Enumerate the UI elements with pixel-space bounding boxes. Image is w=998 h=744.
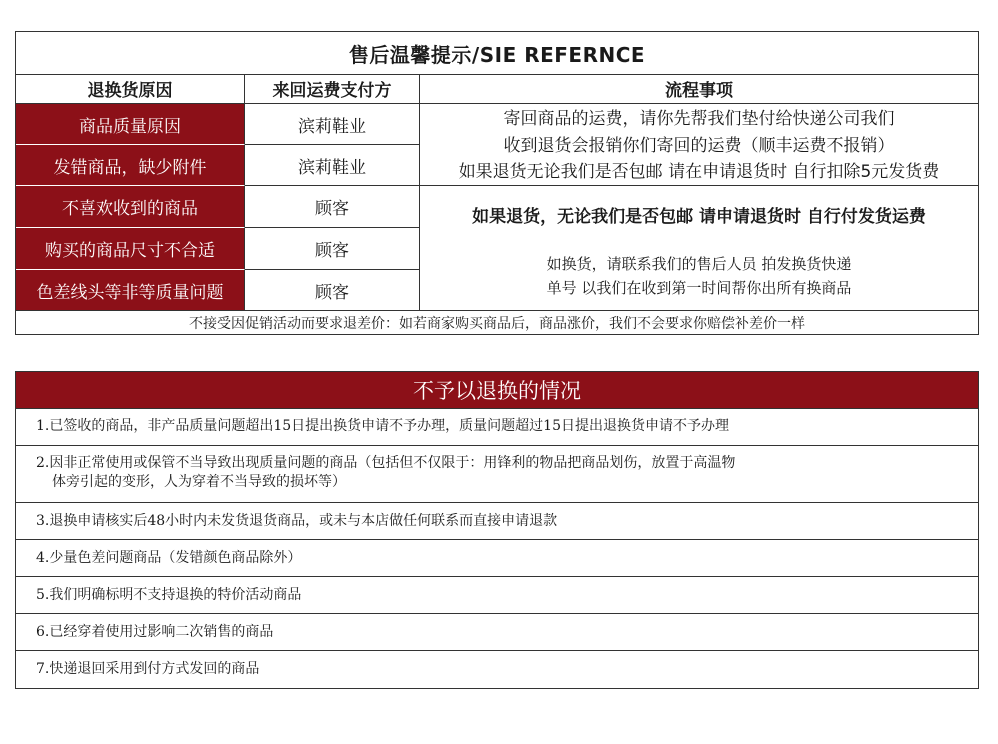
process-line: 寄回商品的运费，请你先帮我们垫付给快递公司我们: [503, 109, 895, 129]
reason-cell-quality: 商品质量原因: [16, 104, 245, 145]
non-returnable-section: [15, 371, 979, 689]
rule-item: [16, 650, 978, 688]
rule-text-continued: 体旁引起的变形，人为穿着不当导致的损坏等）: [52, 474, 346, 490]
rule-item: [16, 539, 978, 576]
payer-cell-color-diff: 顾客: [245, 270, 420, 310]
rule-text: 4.少量色差问题商品（发错颜色商品除外）: [36, 550, 302, 566]
process-line: 如换货，请联系我们的售后人员 拍发换货快递: [546, 255, 852, 273]
reason-cell-color-diff: 色差线头等非等质量问题: [16, 270, 245, 310]
rule-item: [16, 576, 978, 613]
table-title: 售后温馨提示/SIE REFERNCE: [16, 32, 978, 75]
rule-item: [16, 613, 978, 650]
rule-item: [16, 445, 978, 502]
process-block-customer-pays: [420, 186, 978, 310]
reason-cell-size: 购买的商品尺寸不合适: [16, 228, 245, 270]
process-block-seller-pays: [420, 104, 978, 186]
after-sales-tips-table: [15, 31, 979, 335]
rule-item: [16, 408, 978, 445]
process-line: 如果退货无论我们是否包邮 请在申请退货时 自行扣除5元发货费: [458, 162, 940, 182]
rule-text: 3.退换申请核实后48小时内未发货退货商品，或未与本店做任何联系而直接申请退款: [36, 513, 558, 529]
header-payer: 来回运费支付方: [245, 74, 420, 104]
rule-text: 1.已签收的商品，非产品质量问题超出15日提出换货申请不予办理，质量问题超过15日提出退换货申请不予办理: [36, 418, 729, 434]
rule-text: 7.快递退回采用到付方式发回的商品: [36, 661, 260, 677]
section-banner: 不予以退换的情况: [16, 372, 978, 408]
payer-cell-quality: 滨莉鞋业: [245, 104, 420, 145]
process-line: 单号 以我们在收到第一时间帮你出所有换商品: [546, 279, 852, 297]
process-bold-line: 如果退货，无论我们是否包邮 请申请退货时 自行付发货运费: [472, 207, 926, 227]
footnote: 不接受因促销活动而要求退差价：如若商家购买商品后，商品涨价，我们不会要求你赔偿补差价一样: [16, 310, 978, 335]
payer-cell-wrong-item: 滨莉鞋业: [245, 145, 420, 186]
rule-text: 5.我们明确标明不支持退换的特价活动商品: [36, 587, 302, 603]
reason-cell-dislike: 不喜欢收到的商品: [16, 186, 245, 228]
payer-cell-size: 顾客: [245, 228, 420, 270]
rule-item: [16, 502, 978, 539]
process-line: 收到退货会报销你们寄回的运费（顺丰运费不报销）: [503, 135, 895, 156]
payer-cell-dislike: 顾客: [245, 186, 420, 228]
rule-text: 2.因非正常使用或保管不当导致出现质量问题的商品（包括但不仅限于：用锋利的物品把商品划伤，放置于高温物: [36, 455, 736, 471]
header-reason: 退换货原因: [16, 74, 245, 104]
reason-cell-wrong-item: 发错商品，缺少附件: [16, 145, 245, 186]
rule-text: 6.已经穿着使用过影响二次销售的商品: [36, 624, 274, 640]
header-process: 流程事项: [420, 74, 978, 104]
